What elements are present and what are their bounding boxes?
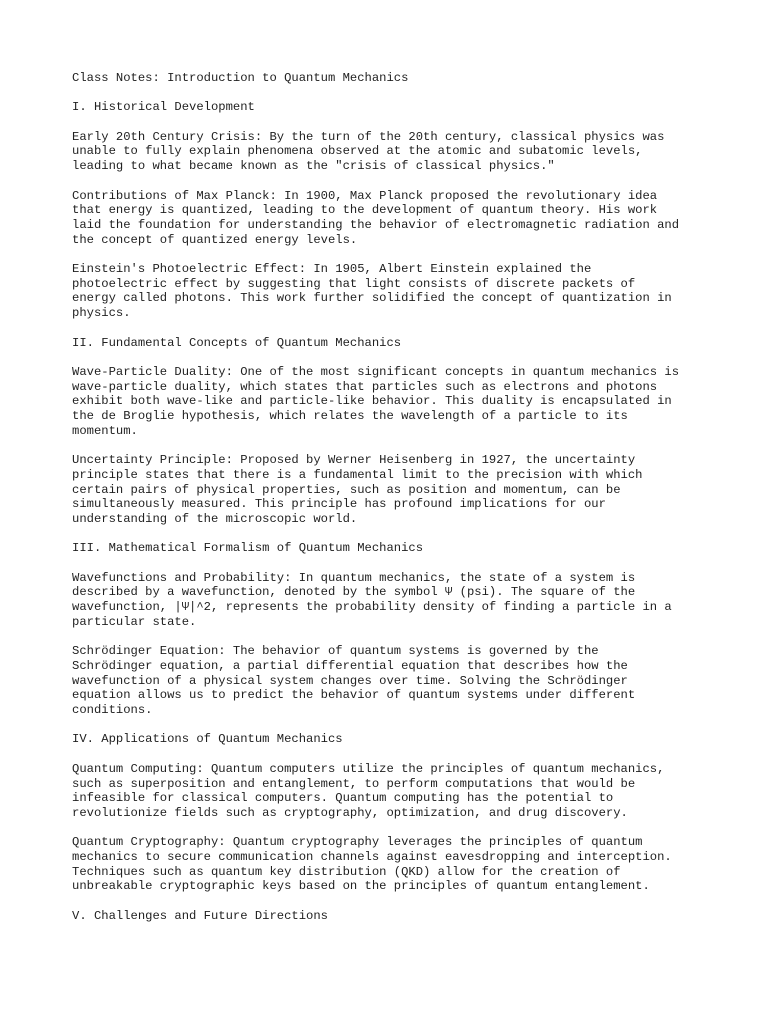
- paragraph: Uncertainty Principle: Proposed by Werner Heisenberg in 1927, the uncertainty principle states that there is a fundamental limit to the precision with which certain pairs of physical properties, such as position and momentum, can be simultaneously measured. This principle has profound implications for our understanding of the microscopic world.: [72, 453, 643, 526]
- paragraph: Wavefunctions and Probability: In quantum mechanics, the state of a system is described by a wavefunction, denoted by the symbol Ψ (psi). The square of the wavefunction, |Ψ|^2, represents the probability density of finding a particle in a particular state.: [72, 570, 672, 629]
- section-heading: III. Mathematical Formalism of Quantum Mechanics: [72, 541, 424, 556]
- paragraph: Quantum Computing: Quantum computers utilize the principles of quantum mechanics, such as superposition and entanglement, to perform computations that would be infeasible for classical computers. Quantum computing has the potential to revolutionize fields such as cryptography, optimization, and drug discovery.: [72, 761, 665, 820]
- section-heading: V. Challenges and Future Directions: [72, 908, 328, 923]
- section-heading: II. Fundamental Concepts of Quantum Mechanics: [72, 335, 402, 350]
- document-title: Class Notes: Introduction to Quantum Mechanics: [72, 71, 409, 85]
- paragraph: Wave-Particle Duality: One of the most significant concepts in quantum mechanics is wave-particle duality, which states that particles such as electrons and photons exhibit both wave-like and particle-like behavior. This duality is encapsulated in the de Broglie hypothesis, which relates the wavelength of a particle to its momentum.: [72, 364, 680, 438]
- paragraph: Einstein's Photoelectric Effect: In 1905, Albert Einstein explained the photoelectric effect by suggesting that light consists of discrete packets of energy called photons. This work further solidified the concept of quantization in physics.: [72, 262, 672, 321]
- paragraph: Contributions of Max Planck: In 1900, Max Planck proposed the revolutionary idea that energy is quantized, leading to the development of quantum theory. His work laid the foundation for understanding the behavior of electromagnetic radiation and the concept of quantized energy levels.: [72, 188, 680, 247]
- section-heading: IV. Applications of Quantum Mechanics: [72, 732, 343, 747]
- paragraph: Quantum Cryptography: Quantum cryptography leverages the principles of quantum mechanics to secure communication channels against eavesdropping and interception. Techniques such as quantum key distribution (QKD) allow for the creation of unbreakable cryptographic keys based on the principles of quantum entanglement.: [72, 835, 672, 894]
- paragraph: Early 20th Century Crisis: By the turn of the 20th century, classical physics was unable to fully explain phenomena observed at the atomic and subatomic levels, leading to what became known as the "crisis of classical physics.": [72, 129, 665, 174]
- document-page: [72, 71, 712, 938]
- section-heading: I. Historical Development: [72, 100, 255, 115]
- paragraph: Schrödinger Equation: The behavior of quantum systems is governed by the Schrödinger equation, a partial differential equation that describes how the wavefunction of a physical system changes over time. Solving the Schrödinger equation allows us to predict the behavior of quantum systems under different conditions.: [72, 644, 636, 718]
